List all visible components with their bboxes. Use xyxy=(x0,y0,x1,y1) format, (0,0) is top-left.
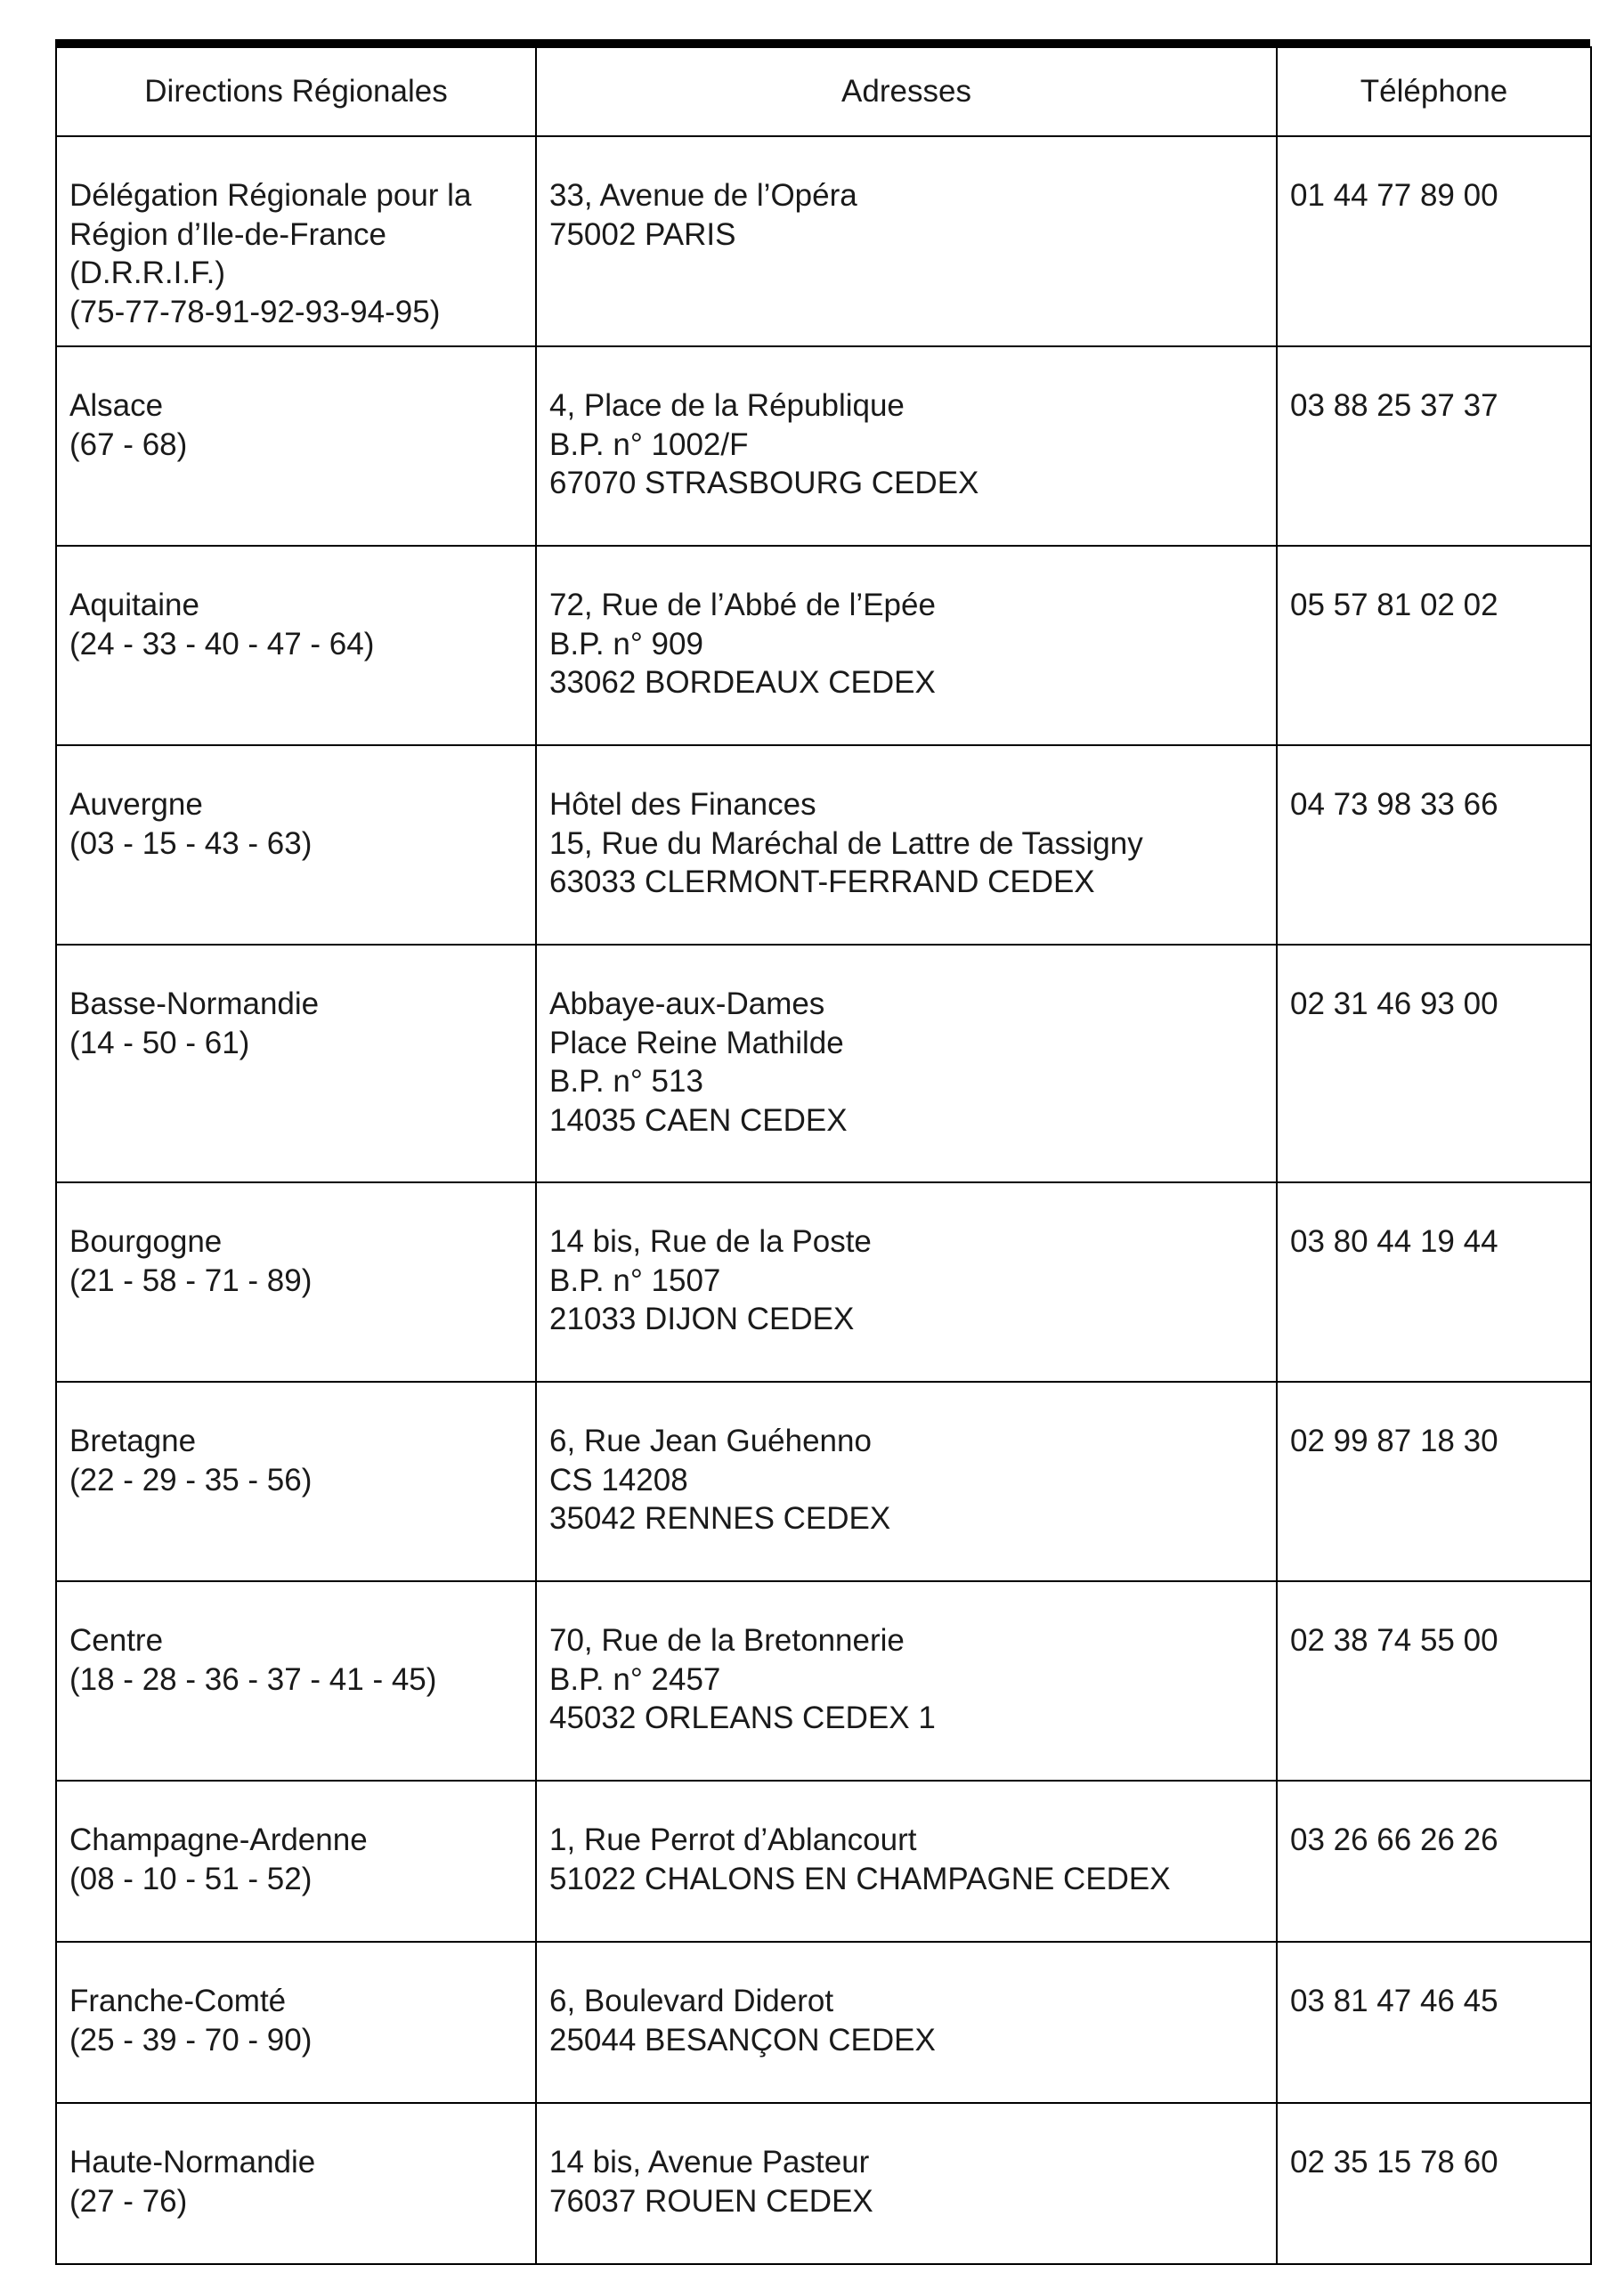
region-line: (27 - 76) xyxy=(69,2183,188,2219)
region-line: Bourgogne xyxy=(69,1224,223,1259)
phone-number: 03 26 66 26 26 xyxy=(1290,1822,1498,1857)
phone-number: 04 73 98 33 66 xyxy=(1290,787,1498,822)
address-line: 6, Rue Jean Guéhenno xyxy=(549,1424,872,1458)
address-cell xyxy=(536,1382,1277,1581)
region-cell xyxy=(56,745,536,945)
address-cell xyxy=(536,1942,1277,2103)
table-row xyxy=(56,1581,1591,1781)
address-cell xyxy=(536,1581,1277,1781)
phone-number: 02 99 87 18 30 xyxy=(1290,1424,1498,1458)
phone-number: 02 38 74 55 00 xyxy=(1290,1623,1498,1658)
address-line: 1, Rue Perrot d’Ablancourt xyxy=(549,1822,917,1857)
region-cell xyxy=(56,546,536,745)
address-line: 4, Place de la République xyxy=(549,388,905,423)
region-line: Aquitaine xyxy=(69,588,199,622)
region-line: (22 - 29 - 35 - 56) xyxy=(69,1462,313,1498)
address-cell xyxy=(536,2103,1277,2264)
region-line: (14 - 50 - 61) xyxy=(69,1025,250,1060)
region-cell xyxy=(56,1182,536,1382)
region-line: Champagne-Ardenne xyxy=(69,1822,368,1857)
region-cell xyxy=(56,346,536,546)
phone-number: 05 57 81 02 02 xyxy=(1290,588,1498,622)
column-header-telephone: Téléphone xyxy=(1277,47,1591,136)
region-cell xyxy=(56,1942,536,2103)
phone-cell xyxy=(1277,1781,1591,1942)
regional-directions-table xyxy=(55,46,1592,2265)
region-line: Haute-Normandie xyxy=(69,2145,316,2180)
address-cell xyxy=(536,346,1277,546)
column-header-addresses: Adresses xyxy=(536,47,1277,136)
phone-cell xyxy=(1277,1942,1591,2103)
phone-number: 03 80 44 19 44 xyxy=(1290,1224,1498,1259)
address-line: Abbaye-aux-Dames xyxy=(549,986,825,1021)
address-line: 75002 PARIS xyxy=(549,216,736,252)
region-cell xyxy=(56,1581,536,1781)
phone-cell xyxy=(1277,546,1591,745)
column-header-directions: Directions Régionales xyxy=(56,47,536,136)
region-line: (21 - 58 - 71 - 89) xyxy=(69,1262,313,1298)
phone-cell xyxy=(1277,1182,1591,1382)
region-line: (D.R.R.I.F.) xyxy=(69,256,225,290)
address-line: Place Reine Mathilde xyxy=(549,1025,844,1060)
address-line: 70, Rue de la Bretonnerie xyxy=(549,1623,905,1658)
address-cell xyxy=(536,1781,1277,1942)
address-cell xyxy=(536,136,1277,346)
address-line: 35042 RENNES CEDEX xyxy=(549,1501,891,1536)
region-line: (18 - 28 - 36 - 37 - 41 - 45) xyxy=(69,1661,437,1697)
address-line: 45032 ORLEANS CEDEX 1 xyxy=(549,1701,936,1735)
table-row xyxy=(56,2103,1591,2264)
phone-cell xyxy=(1277,945,1591,1182)
table-row xyxy=(56,136,1591,346)
phone-number: 02 31 46 93 00 xyxy=(1290,986,1498,1021)
phone-cell xyxy=(1277,136,1591,346)
region-line: (75-77-78-91-92-93-94-95) xyxy=(69,294,441,329)
address-line: 21033 DIJON CEDEX xyxy=(549,1302,855,1336)
phone-number: 03 88 25 37 37 xyxy=(1290,388,1498,423)
region-line: (67 - 68) xyxy=(69,426,188,462)
region-line: Bretagne xyxy=(69,1424,197,1458)
region-line: (24 - 33 - 40 - 47 - 64) xyxy=(69,626,375,662)
region-line: Délégation Régionale pour la xyxy=(69,178,472,213)
address-cell xyxy=(536,1182,1277,1382)
table-row xyxy=(56,1781,1591,1942)
region-cell xyxy=(56,945,536,1182)
address-line: 14035 CAEN CEDEX xyxy=(549,1102,848,1138)
region-line: Région d’Ile-de-France xyxy=(69,216,387,252)
table-row xyxy=(56,945,1591,1182)
phone-cell xyxy=(1277,1382,1591,1581)
region-line: Basse-Normandie xyxy=(69,986,320,1021)
address-line: 15, Rue du Maréchal de Lattre de Tassigny xyxy=(549,825,1143,861)
region-cell xyxy=(56,2103,536,2264)
table-row xyxy=(56,1382,1591,1581)
table-row xyxy=(56,546,1591,745)
address-line: B.P. n° 1507 xyxy=(549,1262,721,1298)
address-line: CS 14208 xyxy=(549,1462,688,1498)
address-line: 14 bis, Avenue Pasteur xyxy=(549,2145,870,2180)
phone-number: 01 44 77 89 00 xyxy=(1290,178,1498,213)
region-line: (08 - 10 - 51 - 52) xyxy=(69,1861,313,1896)
region-cell xyxy=(56,1382,536,1581)
address-line: 63033 CLERMONT-FERRAND CEDEX xyxy=(549,865,1095,899)
table-row xyxy=(56,346,1591,546)
table-row xyxy=(56,745,1591,945)
address-line: Hôtel des Finances xyxy=(549,787,816,822)
address-line: B.P. n° 2457 xyxy=(549,1661,721,1697)
region-line: Franche-Comté xyxy=(69,1984,287,2018)
table-row xyxy=(56,1182,1591,1382)
table-body xyxy=(56,136,1591,2264)
phone-number: 02 35 15 78 60 xyxy=(1290,2145,1498,2180)
address-line: B.P. n° 513 xyxy=(549,1064,703,1099)
address-line: B.P. n° 1002/F xyxy=(549,426,749,462)
address-line: 14 bis, Rue de la Poste xyxy=(549,1224,872,1259)
address-line: 25044 BESANÇON CEDEX xyxy=(549,2022,936,2058)
region-line: (03 - 15 - 43 - 63) xyxy=(69,825,313,861)
phone-cell xyxy=(1277,745,1591,945)
table-header-row xyxy=(56,47,1591,136)
address-line: 33062 BORDEAUX CEDEX xyxy=(549,665,936,700)
address-line: 76037 ROUEN CEDEX xyxy=(549,2183,873,2219)
region-cell xyxy=(56,136,536,346)
address-line: 67070 STRASBOURG CEDEX xyxy=(549,466,979,500)
address-cell xyxy=(536,945,1277,1182)
region-cell xyxy=(56,1781,536,1942)
address-line: 51022 CHALONS EN CHAMPAGNE CEDEX xyxy=(549,1861,1171,1896)
address-line: 6, Boulevard Diderot xyxy=(549,1984,834,2018)
phone-cell xyxy=(1277,346,1591,546)
region-line: Centre xyxy=(69,1623,164,1658)
region-line: (25 - 39 - 70 - 90) xyxy=(69,2022,313,2058)
phone-cell xyxy=(1277,1581,1591,1781)
address-cell xyxy=(536,546,1277,745)
phone-number: 03 81 47 46 45 xyxy=(1290,1984,1498,2018)
table-row xyxy=(56,1942,1591,2103)
address-cell xyxy=(536,745,1277,945)
address-line: 33, Avenue de l’Opéra xyxy=(549,178,857,213)
phone-cell xyxy=(1277,2103,1591,2264)
address-line: B.P. n° 909 xyxy=(549,626,703,662)
address-line: 72, Rue de l’Abbé de l’Epée xyxy=(549,588,936,622)
region-line: Alsace xyxy=(69,388,164,423)
region-line: Auvergne xyxy=(69,787,203,822)
